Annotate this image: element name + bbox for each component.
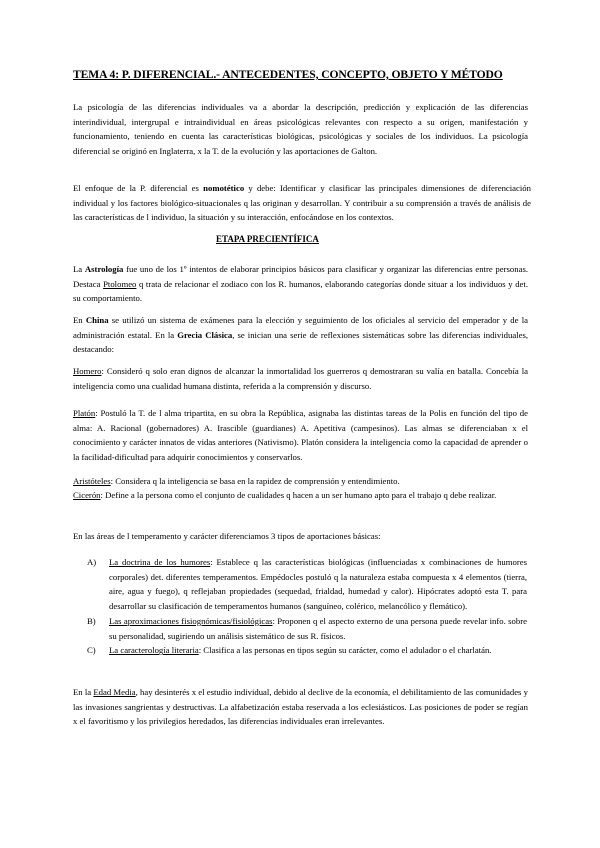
china-bold: China — [85, 315, 109, 325]
homero-paragraph — [73, 364, 528, 393]
list-item — [87, 555, 527, 614]
homero-name: Homero — [73, 366, 102, 376]
astrologia-ptolomeo: Ptolomeo — [103, 278, 137, 289]
grecia-bold: Grecia Clásica — [177, 329, 233, 340]
enfoque-text-after: y debe: Identificar y clasificar las principales dimensiones de diferenciación individual y los factores biológico-situacionales q las originan y desarrollan. Y contribuir a su comprensión a través de análisis de las características de l individuo, la situación y su interacción, enfocándose en los contextos. — [73, 183, 531, 223]
aristoteles-text: : Considera q la inteligencia se basa en la rapidez de comprensión y entendimiento. — [110, 476, 400, 486]
section-heading-etapa: ETAPA PRECIENTÍFICA — [216, 234, 319, 244]
china-pre: En — [73, 315, 86, 325]
china-post: , se inician una serie de reflexiones sistemáticas sobre las diferencias individuales, destacando: — [73, 329, 528, 355]
list-marker: A) — [87, 557, 97, 567]
list-marker: C) — [87, 645, 96, 656]
homero-text: : Consideró q solo eran dignos de alcanzar la inmortalidad los guerreros q demostraran su valía en batalla. Concebía la inteligencia como una cualidad humana distinta, referida a la comprensión y discurso. — [73, 366, 528, 391]
platon-paragraph — [73, 406, 528, 465]
list-text: : Clasifica a las personas en tipos según su carácter, como el adulador o el charlatán. — [198, 645, 492, 656]
list-text: : Establece q las características biológicas (influenciadas x combinaciones de humores corporales) det. diferentes temperamentos. Empédocles postuló q la naturaleza estaba compuesta x 4 elementos (tierra, aire, agua y fuego), q reflejaban propiedades (sequedad, frialdad, humedad y calor). Hipócrates adoptó esta T. para desarrollar su clasificación de temperamentos humanos (sanguíneo, colérico, melancólico y flemático). — [109, 557, 528, 612]
astrologia-paragraph — [73, 262, 528, 306]
page-title: TEMA 4: P. DIFERENCIAL.- ANTECEDENTES, CONCEPTO, OBJETO Y MÉTODO — [73, 68, 503, 81]
list-term: La doctrina de los humores — [109, 557, 211, 567]
intro-paragraph: La psicología de las diferencias individuales va a abordar la descripción, predicción y explicación de las diferencias interindividual, intergrupal e intraindividual en áreas psicológicas relevantes con respecto a su origen, manifestación y funcionamiento, teniendo en cuenta las características biológicas, psicológicas y sociales de los individuos. La psicología diferencial se originó en Inglaterra, x la T. de la evolución y las aportaciones de Galton. — [73, 102, 528, 157]
astrologia-bold: Astrología — [84, 264, 124, 274]
enfoque-text-before: El enfoque de la P. diferencial es — [73, 183, 204, 193]
list-item — [87, 614, 527, 643]
astrologia-post: q trata de relacionar el zodiaco con los R. humanos, elaborando categorías donde situar a los individuos y det. su comportamiento. — [73, 278, 528, 304]
aportaciones-list — [87, 555, 527, 658]
platon-text: : Postuló la T. de l alma tripartita, en su obra la República, asignaba las distintas tareas de la Polis en función del tipo de alma: A. Racional (gobernadores) A. Irascible (guardianes) A. Apetitiva (campesinos). Las almas se diferenciaban x el conocimiento y carácter innatos de vidas anteriores (Nativismo). Platón considera la inteligencia como la capacidad de aprender o la facilidad-dificultad para adquirir conocimientos y conservarlos. — [73, 408, 528, 463]
temperamento-intro: En las áreas de l temperamento y carácter diferenciamos 3 tipos de aportaciones básicas: — [73, 531, 381, 541]
list-term: Las aproximaciones fisiognómicas/fisiológicas — [109, 615, 273, 626]
aristoteles-name: Aristóteles — [73, 476, 111, 486]
edad-media-term: Edad Media — [93, 687, 136, 697]
edad-media-paragraph — [73, 685, 528, 729]
list-text: : Proponen q el aspecto externo de una persona puede revelar info. sobre su personalidad, sugiriendo un análisis sistemático de sus R. físicos. — [109, 615, 527, 641]
astrologia-mid: fue uno de los 1º intentos de elaborar principios básicos para clasificar y organizar las diferencias entre personas. Destaca — [73, 264, 528, 289]
ciceron-paragraph — [73, 488, 528, 503]
edad-media-post: , hay desinterés x el estudio individual, debido al declive de la economía, el debilitamiento de las comunidades y las invasiones sangrientas y destructivas. La alfabetización estaba reservada a los eclesiásticos. Las posiciones de poder se regían x el favoritismo y los privilegios heredados, las diferencias individuales eran irrelevantes. — [73, 687, 528, 727]
aristoteles-paragraph — [73, 474, 528, 489]
enfoque-bold-term: nomotético — [203, 183, 245, 193]
platon-name: Platón — [73, 408, 96, 418]
ciceron-name: Cicerón — [73, 490, 101, 500]
list-item — [87, 643, 527, 658]
list-term: La caracterología literaria — [109, 645, 199, 656]
edad-media-pre: En la — [73, 687, 94, 697]
enfoque-paragraph — [73, 181, 531, 225]
china-mid: se utilizó un sistema de exámenes para la elección y seguimiento de los oficiales al servicio del emperador y de la administración estatal. En la — [73, 315, 528, 340]
astrologia-pre: La — [73, 264, 85, 274]
list-marker: B) — [87, 615, 96, 626]
ciceron-text: : Define a la persona como el conjunto de cualidades q hacen a un ser humano apto para el trabajo q debe realizar. — [100, 490, 497, 500]
china-paragraph — [73, 313, 528, 357]
